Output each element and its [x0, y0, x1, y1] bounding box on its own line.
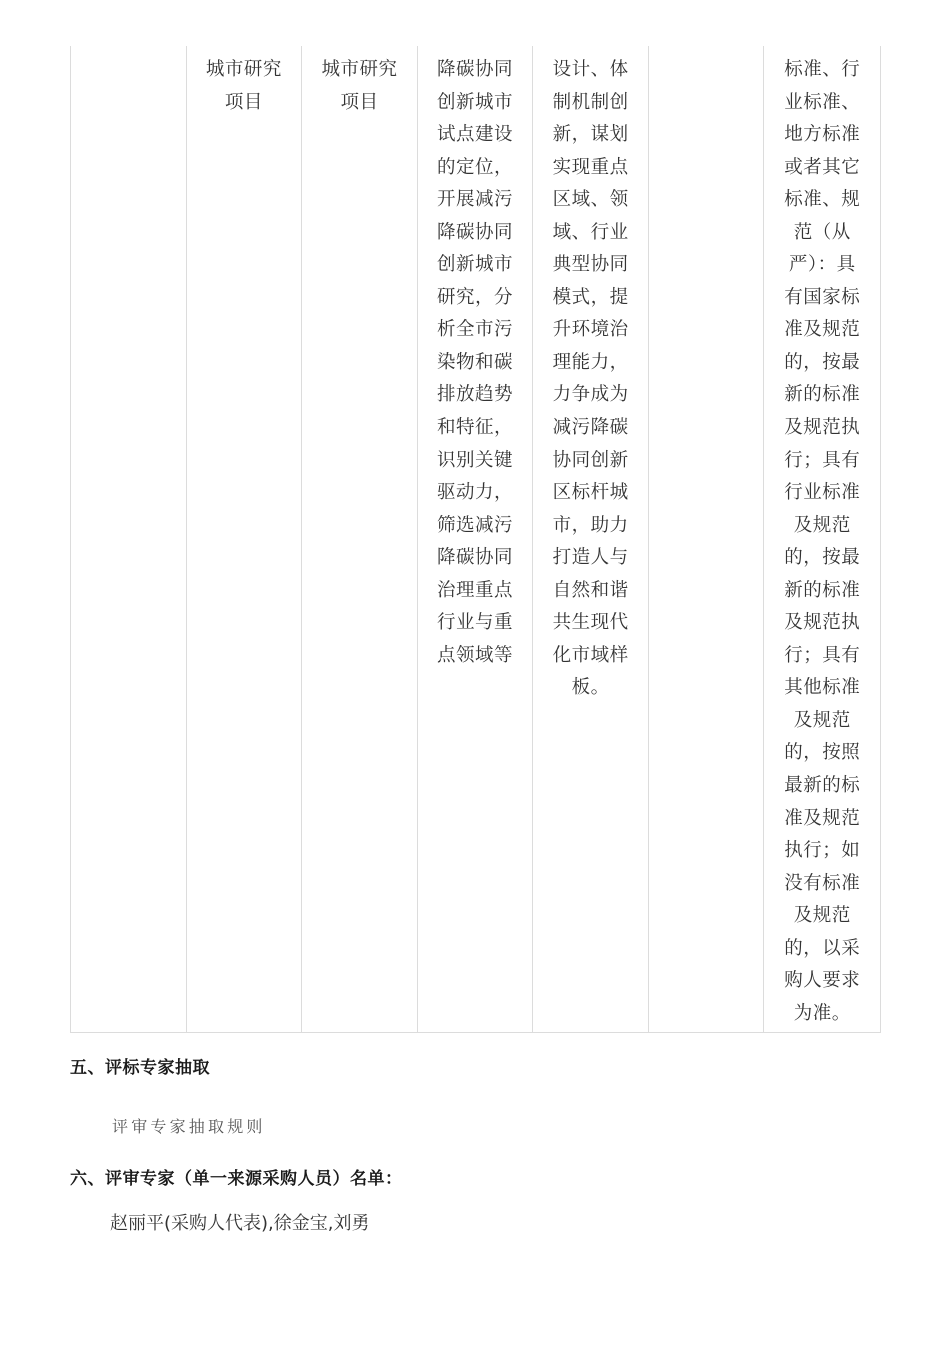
cell-text-line: 和特征， [437, 417, 514, 439]
cell-text-line: 新的标准 [784, 579, 861, 601]
requirements-table [70, 46, 881, 1033]
cell-text-line: 试点建设 [437, 124, 514, 146]
cell-text-line: 及规范 [793, 514, 851, 536]
table-cell-col-7 [764, 46, 880, 1032]
cell-text-line: 化市域样 [552, 644, 629, 666]
cell-text-line: 的，按照 [784, 742, 861, 764]
cell-text-line: 及规范执 [784, 612, 861, 634]
cell-text-line: 析全市污 [437, 319, 514, 341]
cell-text-line: 制机制创 [552, 91, 629, 113]
section-five-heading: 五、评标专家抽取 [70, 1058, 210, 1078]
cell-text-line: 有国家标 [784, 286, 861, 308]
cell-text-line: 新，谋划 [552, 124, 629, 146]
cell-text-line: 排放趋势 [437, 384, 514, 406]
cell-text-line: 购人要求 [784, 970, 861, 992]
cell-text-line: 创新城市 [437, 254, 514, 276]
table-cell-col-3 [302, 46, 418, 1032]
cell-text-line: 域、行业 [552, 221, 629, 243]
cell-text-line: 筛选减污 [437, 514, 514, 536]
cell-text-line: 项目 [340, 91, 379, 113]
cell-text-line: 或者其它 [784, 156, 861, 178]
cell-text-line: 准及规范 [784, 319, 861, 341]
cell-text-line: 板。 [571, 677, 610, 699]
cell-text-line: 打造人与 [552, 547, 629, 569]
cell-text-line: 标准、行 [784, 59, 861, 80]
cell-text-line: 新的标准 [784, 384, 861, 406]
cell-text-line: 及规范 [793, 905, 851, 927]
cell-text-line: 模式，提 [552, 286, 629, 308]
section-six-heading: 六、评审专家（单一来源采购人员）名单： [70, 1169, 403, 1189]
cell-text-line: 及规范 [793, 709, 851, 731]
cell-text-line: 典型协同 [552, 254, 629, 276]
cell-text-line: 准及规范 [784, 807, 861, 829]
cell-text-line: 严）：具 [788, 254, 856, 276]
expert-selection-rule: 评审专家抽取规则 [112, 1117, 266, 1136]
cell-text-line: 降碳协同 [437, 221, 514, 243]
cell-text-line: 范（从 [793, 221, 851, 243]
cell-text-line: 城市研究 [321, 59, 398, 80]
cell-text-line: 驱动力， [437, 482, 514, 504]
cell-text-line: 降碳协同 [437, 547, 514, 569]
cell-text-line: 研究，分 [437, 286, 514, 308]
cell-text-line: 自然和谐 [552, 579, 629, 601]
cell-text-line: 协同创新 [552, 449, 629, 471]
cell-text-line: 共生现代 [552, 612, 629, 634]
cell-text-line: 开展减污 [437, 189, 514, 211]
cell-text-line: 降碳协同 [437, 59, 514, 80]
cell-text-line: 染物和碳 [437, 351, 514, 373]
cell-text-line: 没有标准 [784, 872, 861, 894]
cell-text-line: 实现重点 [552, 156, 629, 178]
cell-text-line: 升环境治 [552, 319, 629, 341]
cell-text-line: 理能力， [552, 351, 629, 373]
cell-text-line: 业标准、 [784, 91, 861, 113]
table-cell-col-2 [187, 46, 303, 1032]
cell-text-line: 城市研究 [205, 59, 282, 80]
cell-text-line: 及规范执 [784, 417, 861, 439]
cell-text-line: 创新城市 [437, 91, 514, 113]
cell-text-line: 标准、规 [784, 189, 861, 211]
cell-text-line: 治理重点 [437, 579, 514, 601]
cell-text-line: 减污降碳 [552, 417, 629, 439]
cell-text-line: 区域、领 [552, 189, 629, 211]
cell-text-line: 区标杆城 [552, 482, 629, 504]
cell-text-line: 市，助力 [552, 514, 629, 536]
cell-text-line: 力争成为 [552, 384, 629, 406]
table-cell-col-4 [418, 46, 534, 1032]
cell-text-line: 为准。 [793, 1002, 851, 1024]
cell-text-line: 最新的标 [784, 775, 861, 797]
cell-text-line: 地方标准 [784, 124, 861, 146]
cell-text-line: 识别关键 [437, 449, 514, 471]
table-cell-col-5 [533, 46, 649, 1032]
table-cell-col-6 [649, 46, 765, 1032]
cell-text-line: 的，以采 [784, 937, 861, 959]
cell-text-line: 行；具有 [784, 449, 861, 471]
cell-text-line: 的定位， [437, 156, 514, 178]
cell-text-line: 的，按最 [784, 547, 861, 569]
cell-text-line: 行；具有 [784, 644, 861, 666]
cell-text-line: 设计、体 [552, 59, 629, 80]
cell-text-line: 点领域等 [437, 644, 514, 666]
cell-text-line: 其他标准 [784, 677, 861, 699]
table-cell-col-1 [71, 46, 187, 1032]
expert-names: 赵丽平(采购人代表),徐金宝,刘勇 [110, 1213, 370, 1234]
cell-text-line: 行业标准 [784, 482, 861, 504]
cell-text-line: 的，按最 [784, 351, 861, 373]
cell-text-line: 执行；如 [784, 840, 861, 862]
cell-text-line: 行业与重 [437, 612, 514, 634]
cell-text-line: 项目 [224, 91, 263, 113]
